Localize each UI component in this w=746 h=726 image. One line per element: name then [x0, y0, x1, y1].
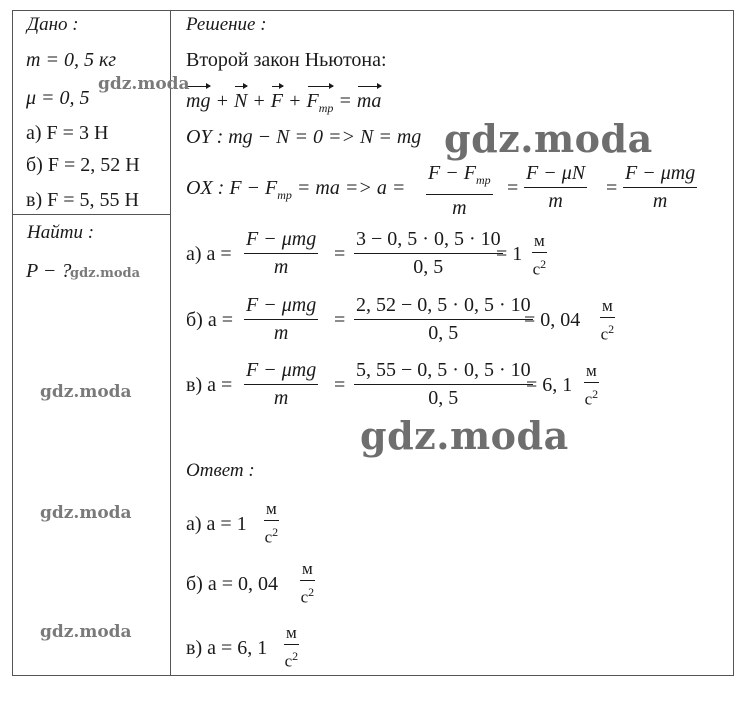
- case-c-result: = 6, 1: [526, 374, 573, 396]
- case-a-unit: м $с^2$: [532, 231, 547, 279]
- answer-a-label: а) a = 1: [186, 513, 247, 535]
- case-b-result: = 0, 04: [524, 309, 581, 331]
- vector-equation: mg + $N + F + F_{тр}$ = ma: [186, 89, 381, 120]
- given-force-b: б) F = 2, 52 Н: [26, 154, 140, 176]
- newton-law-title: Второй закон Ньютона:: [186, 49, 387, 71]
- solution-header: Решение :: [186, 14, 267, 35]
- case-b-eq: =: [334, 309, 346, 331]
- answer-a-unit: м $с^2$: [264, 499, 279, 547]
- find-header: Найти :: [27, 222, 95, 243]
- ox-fraction-2: $\frac{F - \mu N}{m}$: [526, 162, 586, 212]
- case-b-label: б) a =: [186, 309, 233, 331]
- watermark: gdz.moda: [40, 382, 132, 402]
- case-c-label: в) a =: [186, 374, 233, 396]
- ox-projection: OX : $F - F_{тр}$ = ma => a =: [186, 177, 406, 202]
- given-force-c: в) F = 5, 55 Н: [26, 189, 139, 211]
- find-value: P − ?: [26, 260, 72, 282]
- case-b-formula: F − μmg m: [246, 294, 317, 344]
- watermark: gdz.moda: [98, 74, 190, 94]
- given-mass: m = 0, 5 кг: [26, 49, 117, 71]
- answer-b-unit: м $с^2$: [300, 559, 315, 607]
- case-b-substitution: $\frac{2, 52 - 0, 5 \cdot 0, 5 \cdot 10}{0, 5}$: [356, 294, 531, 344]
- case-c-substitution: $\frac{5, 55 - 0, 5 \cdot 0, 5 \cdot 10}{0, 5}$: [356, 359, 531, 409]
- answer-c-label: в) a = 6, 1: [186, 637, 268, 659]
- case-c-formula: F − μmg m: [246, 359, 317, 409]
- case-a-label: а) a =: [186, 243, 232, 265]
- case-b-unit: м $с^2$: [600, 296, 615, 344]
- watermark: gdz.moda: [40, 503, 132, 523]
- case-a-result: = 1: [496, 243, 523, 265]
- answer-c-unit: м $с^2$: [284, 623, 299, 671]
- answer-header: Ответ :: [186, 460, 255, 481]
- watermark: gdz.moda: [360, 413, 569, 458]
- given-force-a: а) F = 3 Н: [26, 122, 109, 144]
- watermark: gdz.moda: [40, 622, 132, 642]
- watermark: gdz.moda: [70, 266, 141, 281]
- given-header: Дано :: [27, 14, 79, 35]
- given-friction-coefficient: μ = 0, 5: [26, 87, 90, 109]
- case-c-unit: м $с^2$: [584, 361, 599, 409]
- ox-eq-2: =: [606, 177, 618, 199]
- ox-fraction-1: $F - F_{тр}$ m: [428, 162, 491, 219]
- ox-fraction-3: F − μmg m: [625, 162, 696, 212]
- case-c-eq: =: [334, 374, 346, 396]
- oy-projection: OY : mg − N = 0 => N = mg: [186, 126, 422, 148]
- case-a-eq: =: [334, 243, 346, 265]
- ox-eq-1: =: [507, 177, 519, 199]
- given-find-divider: [12, 214, 171, 215]
- case-a-substitution: $\frac{3 - 0, 5 \cdot 0, 5 \cdot 10}{0, 5}$: [356, 228, 501, 278]
- watermark: gdz.moda: [444, 116, 653, 161]
- column-divider: [170, 10, 171, 676]
- case-a-formula: F − μmg m: [246, 228, 317, 278]
- answer-b-label: б) a = 0, 04: [186, 573, 278, 595]
